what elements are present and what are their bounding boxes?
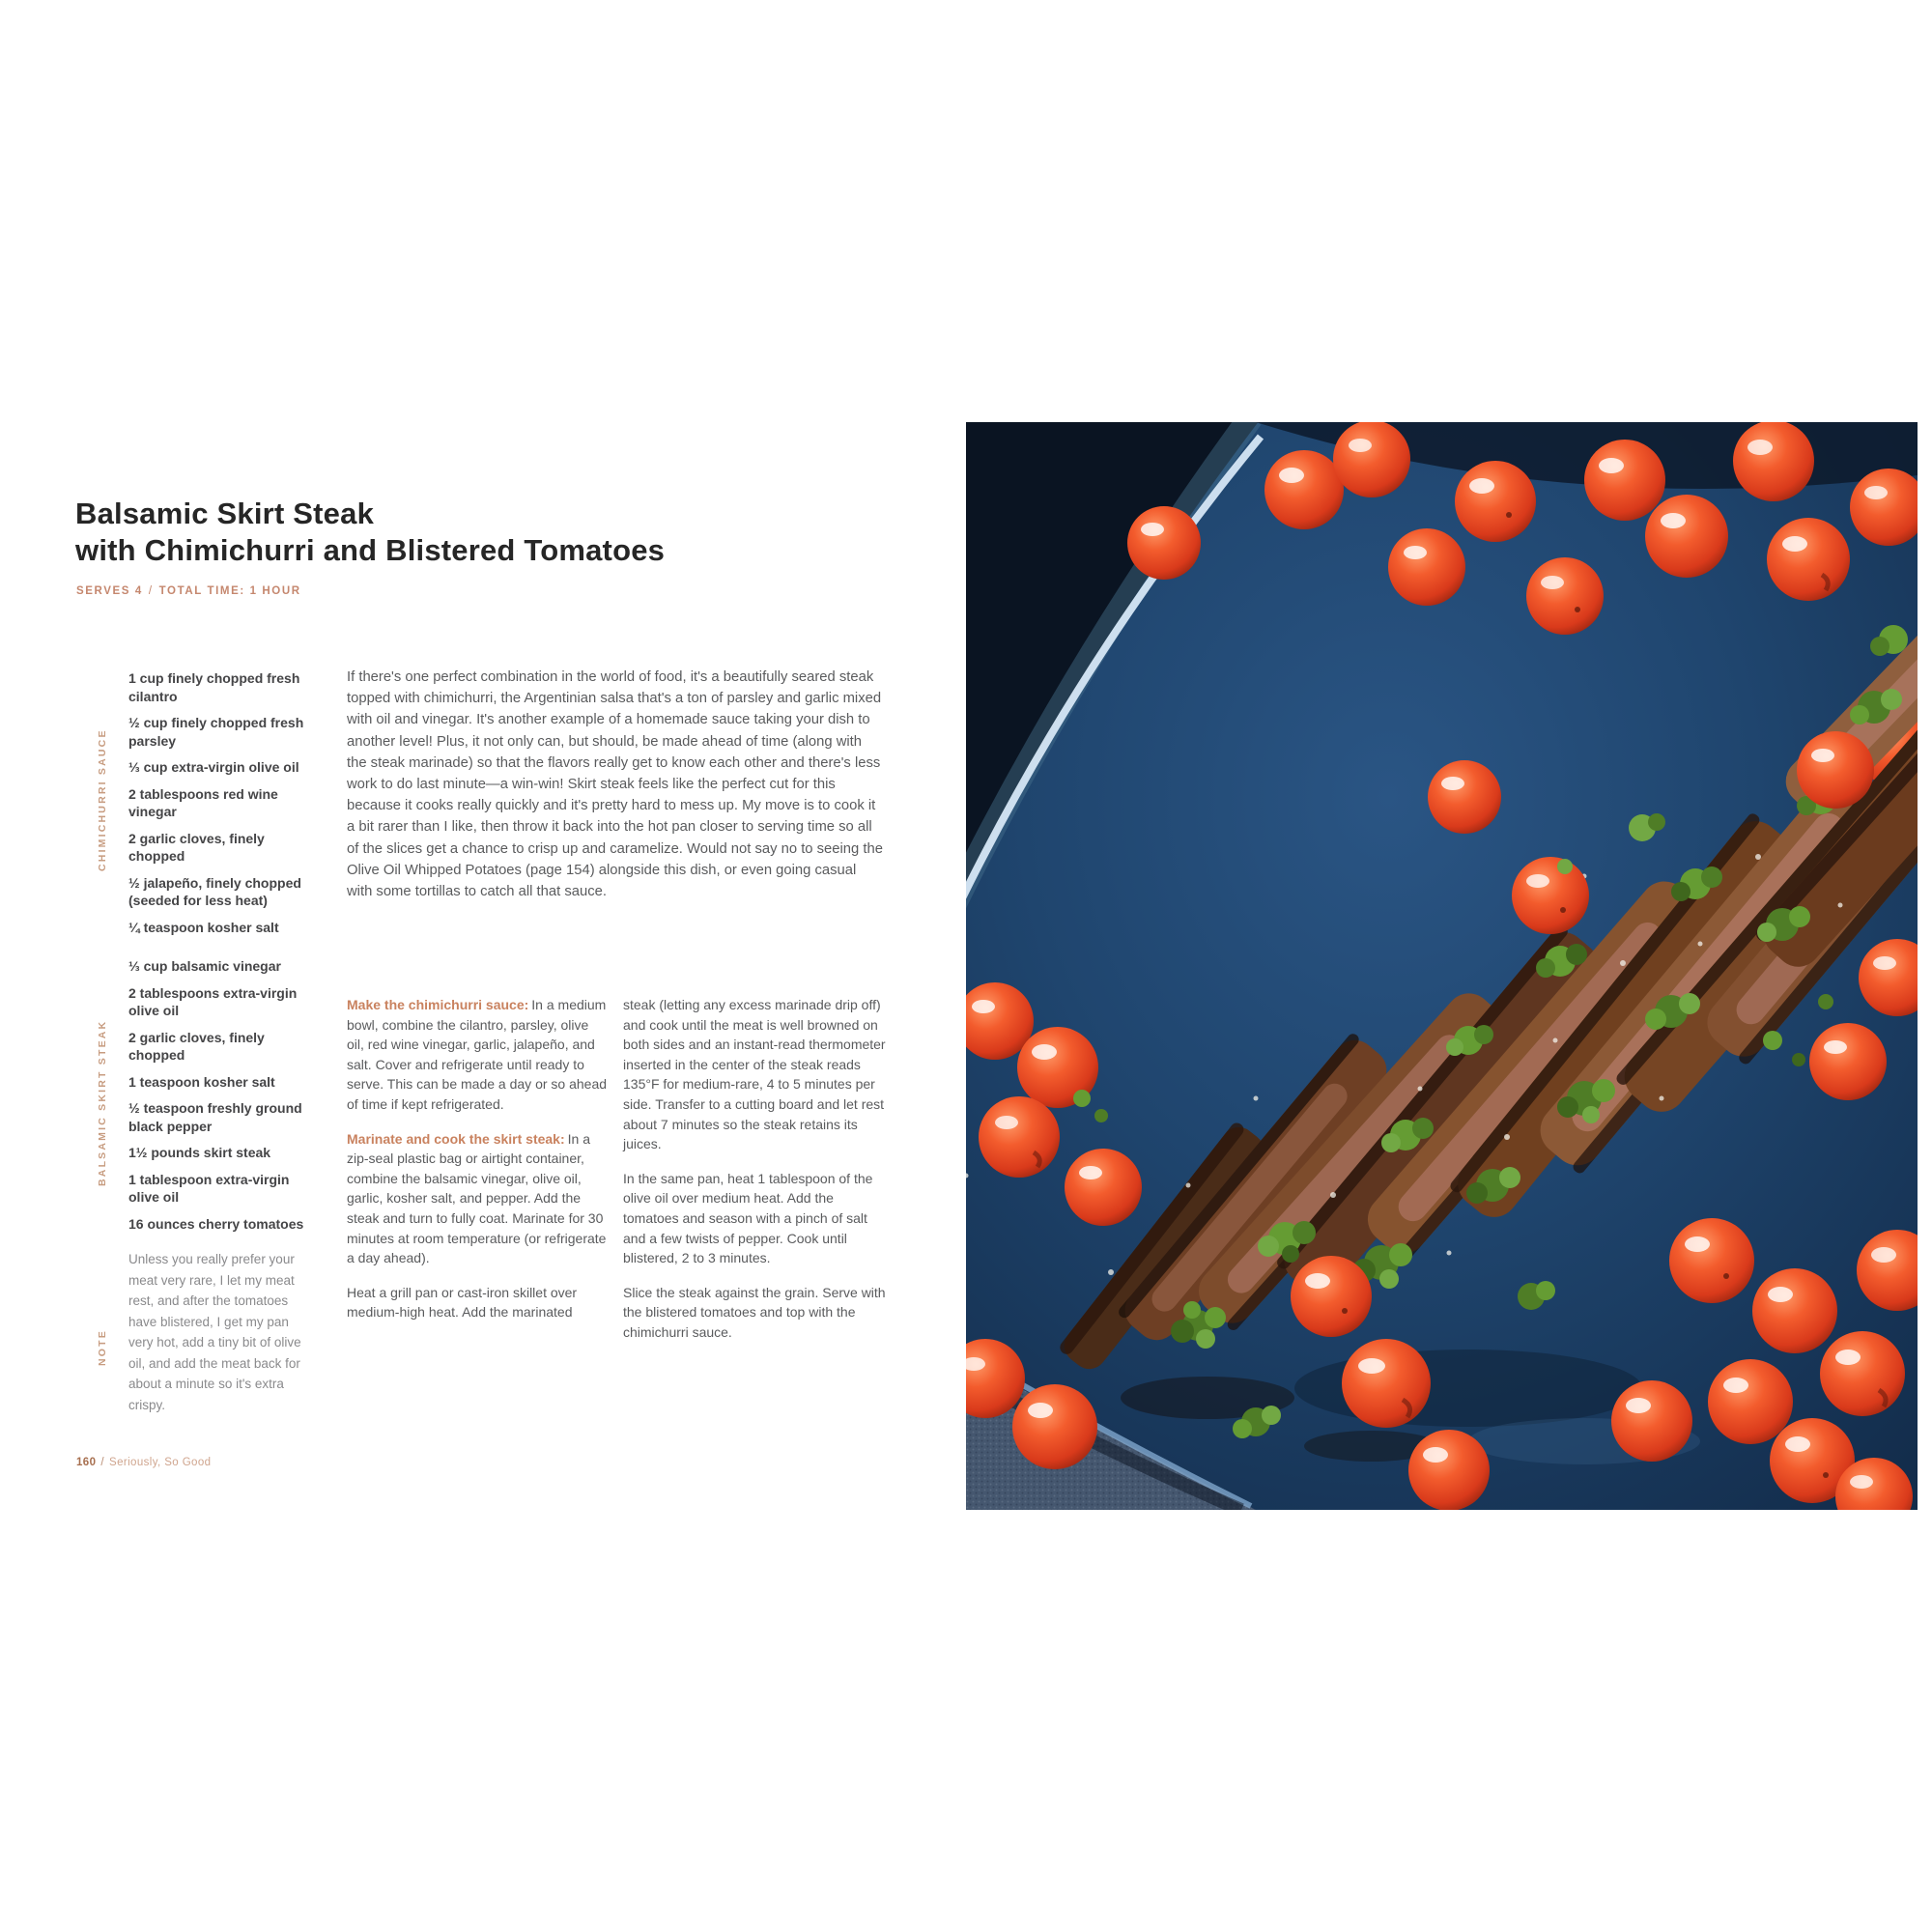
meta-separator: / — [148, 585, 154, 597]
ingredient-item: 1 teaspoon kosher salt — [128, 1073, 275, 1090]
book-title: Seriously, So Good — [109, 1457, 212, 1468]
step-text: In a zip-seal plastic bag or airtight container, combine the balsamic vinegar, olive oil, garlic, kosher salt, and pepper. Add the steak and turn to fully coat. Marinate for 30 minutes at room temperature (or refrigerate a day ahead). — [347, 1130, 607, 1266]
method-step — [347, 1129, 610, 1268]
method-step — [623, 1283, 886, 1343]
ingredient-item: ¼ teaspoon kosher salt — [128, 919, 279, 935]
step-text: steak (letting any excess marinade drip off) and cook until the meat is well browned on both sides and an instant-read thermometer inserted in the center of the steak reads 135°F for medium-rare, 4 to 5 minutes per side. Transfer to a cutting board and let rest about 7 minutes so the steak retains its juices. — [623, 997, 886, 1152]
ingredient-item: ½ cup finely chopped fresh parsley — [128, 715, 304, 749]
recipe-title-line2: with Chimichurri and Blistered Tomatoes — [75, 533, 666, 567]
page-number: 160 — [76, 1457, 97, 1468]
step-text: Heat a grill pan or cast-iron skillet over medium-high heat. Add the marinated — [347, 1284, 578, 1321]
method-step — [623, 995, 886, 1154]
recipe-photo — [966, 422, 1918, 1510]
recipe-title — [75, 496, 810, 569]
ingredient-item: ½ teaspoon freshly ground black pepper — [128, 1100, 302, 1134]
recipe-meta — [76, 585, 301, 597]
total-time-label: TOTAL TIME: 1 HOUR — [158, 585, 301, 597]
ingredient-item: 1½ pounds skirt steak — [128, 1145, 271, 1160]
ingredient-item: 1 tablespoon extra-virgin olive oil — [128, 1171, 290, 1205]
section-label-chimichurri-sauce: CHIMICHURRI SAUCE — [97, 728, 108, 871]
ingredient-list-chimichurri — [128, 669, 304, 945]
section-label-balsamic-skirt-steak: BALSAMIC SKIRT STEAK — [97, 1019, 108, 1187]
recipe-intro: If there's one perfect combination in the world of food, it's a beautifully seared steak topped with chimichurri, the Argentinian salsa that's a ton of parsley and garlic mixed with oil and vinegar. It's another example of a homemade sauce taking your dish to another level! Plus, it not only can, but should, be made ahead of time (along with the steak marinade) so that the flavors really get to know each other and there's less work to do last minute—a win-win! Skirt steak feels like the perfect cut for this because it cooks really quickly and it's pretty hard to mess up. My move is to cook it a bit rarer than I like, then throw it back into the hot pan closer to serving time so all of the slices get a chance to crisp up and caramelize. Would not say no to seeing the Olive Oil Whipped Potatoes (page 154) alongside this dish, or even going casual with some tortillas to catch all that sauce. — [347, 669, 883, 900]
step-lead: Make the chimichurri sauce: — [347, 997, 529, 1012]
page-footer — [76, 1457, 211, 1468]
serves-label: SERVES 4 — [76, 585, 143, 597]
ingredient-item: ⅓ cup extra-virgin olive oil — [128, 759, 299, 775]
ingredient-item: 1 cup finely chopped fresh cilantro — [128, 670, 300, 704]
footer-separator: / — [100, 1457, 104, 1468]
step-text: In the same pan, heat 1 tablespoon of the olive oil over medium heat. Add the tomatoes and season with a pinch of salt and a few twists of pepper. Cook until blistered, 2 to 3 minutes. — [623, 1170, 873, 1266]
step-lead: Marinate and cook the skirt steak: — [347, 1130, 565, 1147]
method-column-2 — [623, 995, 886, 1357]
method-column-1 — [347, 995, 610, 1337]
method-step — [347, 1283, 610, 1322]
method-step — [347, 995, 610, 1115]
recipe-title-line1: Balsamic Skirt Steak — [75, 497, 375, 530]
ingredient-item: 2 tablespoons extra-virgin olive oil — [128, 984, 298, 1018]
recipe-photo-illustration — [966, 422, 1918, 1510]
ingredient-item: ⅓ cup balsamic vinegar — [128, 958, 281, 974]
recipe-note: Unless you really prefer your meat very rare, I let my meat rest, and after the tomatoes have blistered, I get my pan very hot, add a tiny bit of olive oil, and add the meat back for about a minute so it's extra crispy. — [128, 1252, 301, 1412]
step-text: Slice the steak against the grain. Serve with the blistered tomatoes and top with the chimichurri sauce. — [623, 1284, 886, 1340]
ingredient-item: 2 garlic cloves, finely chopped — [128, 830, 265, 864]
method-step — [623, 1169, 886, 1268]
ingredient-item: 2 tablespoons red wine vinegar — [128, 785, 278, 819]
ingredient-item: ½ jalapeño, finely chopped (seeded for less heat) — [128, 874, 301, 908]
step-text: In a medium bowl, combine the cilantro, parsley, olive oil, red wine vinegar, garlic, jalapeño, and salt. Cover and refrigerate until ready to serve. This can be made a day or so ahead of time if kept refrigerated. — [347, 997, 608, 1112]
ingredient-list-steak — [128, 957, 304, 1241]
ingredient-item: 2 garlic cloves, finely chopped — [128, 1029, 265, 1063]
ingredient-item: 16 ounces cherry tomatoes — [128, 1215, 304, 1232]
section-label-note: NOTE — [97, 1329, 108, 1366]
